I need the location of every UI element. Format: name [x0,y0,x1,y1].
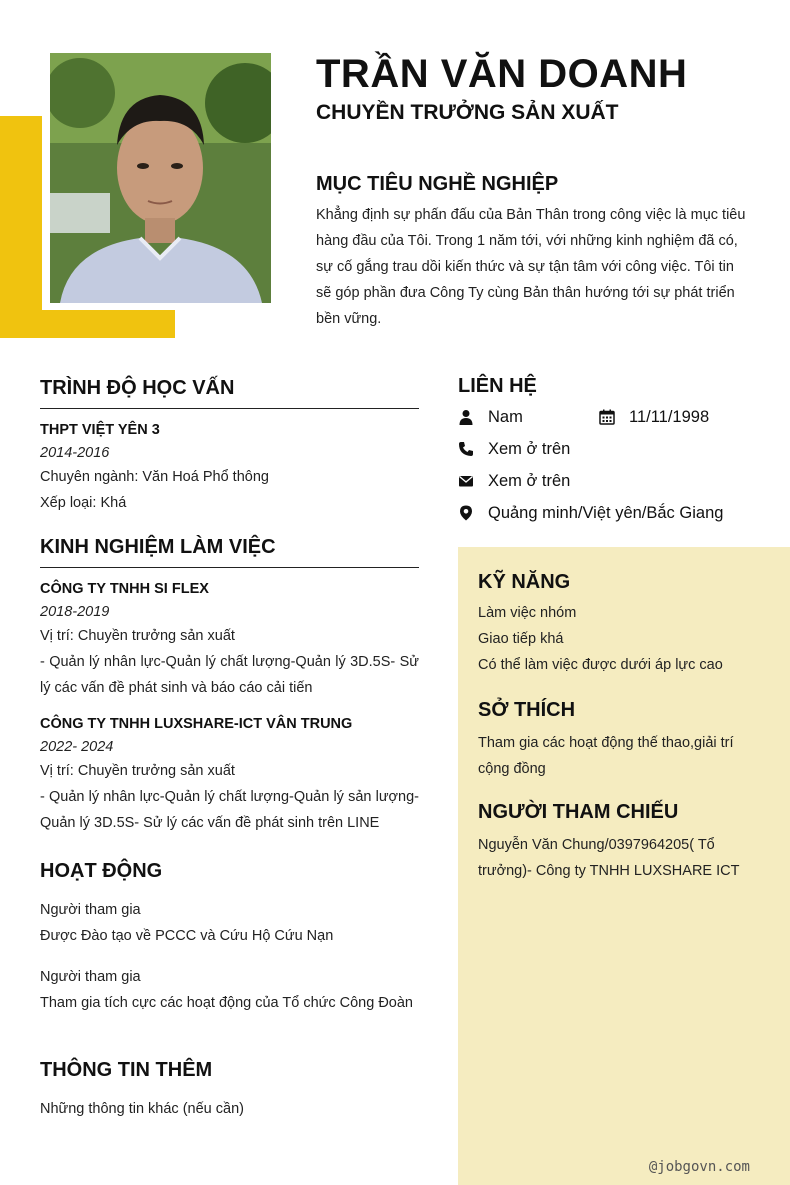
skill-item: Giao tiếp khá [478,631,564,647]
activities-heading: HOẠT ĐỘNG [40,860,163,882]
job-description: - Quản lý nhân lực-Quản lý chất lượng-Quản lý 3D.5S- Sử lý các vấn đề phát sinh và báo cáo cải tiến [40,654,419,696]
birthday-value: 11/11/1998 [629,407,710,426]
contact-row-gender-birthday [458,401,758,433]
extra-info-text: Những thông tin khác (nếu cần) [40,1101,244,1117]
location-pin-icon [458,505,474,521]
school-name: THPT VIỆT YÊN 3 [40,422,160,438]
activity-item [40,964,419,1016]
phone-value: Xem ở trên [488,439,571,458]
activities-section [40,859,419,1016]
email-value: Xem ở trên [488,471,571,490]
profile-photo [50,53,271,303]
hobbies-section [478,698,758,782]
references-text: Nguyễn Văn Chung/0397964205( Tổ trưởng)- Công ty TNHH LUXSHARE ICT [478,837,740,879]
position: Vị trí: Chuyền trưởng sản xuất [40,628,235,644]
contact-row-phone [458,433,758,465]
education-major: Chuyên ngành: Văn Hoá Phổ thông [40,469,269,485]
birthday-field [599,408,709,427]
experience-divider [40,567,419,568]
employment-years: 2022- 2024 [40,739,114,755]
candidate-name: TRẦN VĂN DOANH [316,52,688,96]
gender-value: Nam [488,407,523,426]
education-divider [40,408,419,409]
extra-info-heading: THÔNG TIN THÊM [40,1059,213,1081]
employment-years: 2018-2019 [40,604,110,620]
skills-section [478,570,768,678]
experience-heading: KINH NGHIỆM LÀM VIỆC [40,536,276,558]
references-section [478,800,758,884]
experience-item [40,714,419,836]
activity-description: Tham gia tích cực các hoạt động của Tổ chức Công Đoàn [40,995,413,1011]
objective-text: Khẳng định sự phấn đấu của Bản Thân trong công việc là mục tiêu hàng đầu của Tôi. Trong 1 năm tới, với những kinh nghiệm đã có, sự cố gắng trau dồi kiến thức và sự tận tâm với công việc. Tôi tin sẽ góp phần đưa Công Ty cùng Bản thân hướng tới sự phát triển bền vững. [316,207,746,327]
education-section [40,376,419,516]
contact-heading: LIÊN HỆ [458,375,537,397]
company-name: CÔNG TY TNHH LUXSHARE-ICT VÂN TRUNG [40,716,353,732]
hobbies-heading: SỞ THÍCH [478,699,576,721]
job-title: CHUYỀN TRƯỞNG SẢN XUẤT [316,101,619,124]
contact-section [458,374,758,529]
education-grade: Xếp loại: Khá [40,495,127,511]
right-info-panel [458,547,790,1185]
job-description: - Quản lý nhân lực-Quản lý chất lượng-Quản lý sản lượng-Quản lý 3D.5S- Sử lý các vấn đề phát sinh trên LINE [40,789,419,831]
watermark: @jobgovn.com [648,1159,750,1175]
experience-section [40,535,419,836]
experience-item [40,579,419,701]
activity-item [40,897,419,949]
hobbies-text: Tham gia các hoạt động thế thao,giải trí cộng đồng [478,735,734,777]
phone-icon [458,441,474,457]
objective-section [316,172,558,196]
skill-item: Làm việc nhóm [478,605,577,621]
references-heading: NGƯỜI THAM CHIẾU [478,801,679,823]
skills-heading: KỸ NĂNG [478,571,571,593]
objective-heading: MỤC TIÊU NGHỀ NGHIỆP [316,173,559,195]
contact-row-address [458,497,758,529]
address-value: Quảng minh/Việt yên/Bắc Giang [488,503,724,522]
activity-description: Được Đào tạo về PCCC và Cứu Hộ Cứu Nạn [40,928,334,944]
extra-info-section [40,1058,419,1122]
email-icon [458,473,474,489]
gender-field [458,408,599,427]
activity-role: Người tham gia [40,902,141,918]
school-years: 2014-2016 [40,445,110,461]
accent-bar-vertical [0,116,42,338]
position: Vị trí: Chuyền trưởng sản xuất [40,763,235,779]
education-heading: TRÌNH ĐỘ HỌC VẤN [40,377,235,399]
calendar-icon [599,409,615,425]
company-name: CÔNG TY TNHH SI FLEX [40,581,209,597]
person-icon [458,409,474,425]
skill-item: Có thể làm việc được dưới áp lực cao [478,657,723,673]
contact-row-email [458,465,758,497]
accent-bar-horizontal [0,310,175,338]
activity-role: Người tham gia [40,969,141,985]
